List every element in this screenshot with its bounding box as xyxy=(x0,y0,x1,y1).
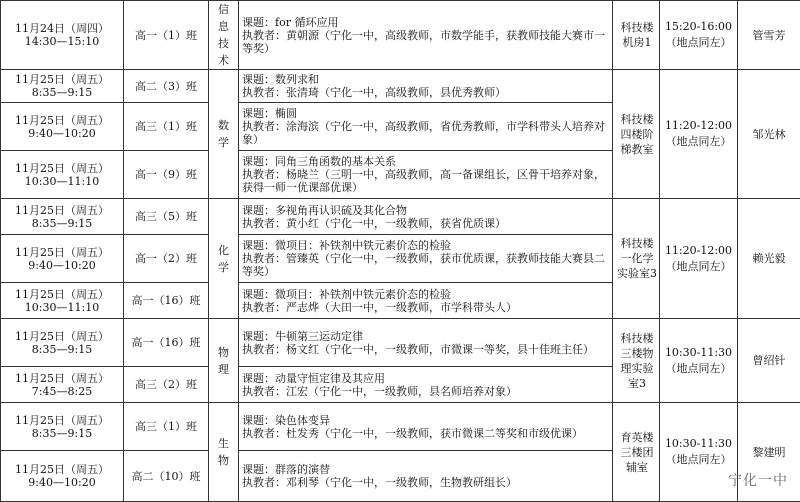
review-time-cell: 10:30-11:30 （地点同左） xyxy=(660,319,738,403)
class-cell: 高二（10）班 xyxy=(124,451,209,502)
lead-teacher-cell: 赖光毅 xyxy=(738,199,800,319)
venue-cell: 科技楼四楼阶梯教室 xyxy=(613,70,660,199)
venue-cell: 育英楼三楼团辅室 xyxy=(613,403,660,502)
table-row xyxy=(1,70,800,103)
date-cell: 11月25日（周五） 8:35—9:15 xyxy=(1,403,124,451)
lead-teacher-cell: 管雪芳 xyxy=(738,1,800,70)
subject-cell: 生物 xyxy=(209,403,239,502)
date-cell: 11月25日（周五） 8:35—9:15 xyxy=(1,70,124,103)
table-row xyxy=(1,1,800,70)
date-cell: 11月25日（周五） 10:30—11:10 xyxy=(1,283,124,319)
table-row xyxy=(1,319,800,367)
course-cell: 课题：for 循环应用 执教者：黄朝源（宁化一中，高级教师，市数学能手，获教师技能大赛市一等奖） xyxy=(239,1,613,70)
class-cell: 高二（3）班 xyxy=(124,70,209,103)
review-time-cell: 11:20-12:00 （地点同左） xyxy=(660,70,738,199)
date-cell: 11月25日（周五） 7:45—8:25 xyxy=(1,367,124,403)
date-cell: 11月25日（周五） 8:35—9:15 xyxy=(1,199,124,235)
course-cell: 课题：数列求和 执教者：张清琦（宁化一中，高级教师，县优秀教师） xyxy=(239,70,613,103)
class-cell: 高三（5）班 xyxy=(124,199,209,235)
course-cell: 课题：微项目：补铁剂中铁元素价态的检验 执教者：管臻英（宁化一中，一级教师，获市优质课，获教师技能大赛县二等奖） xyxy=(239,235,613,283)
course-cell: 课题：群落的演替 执教者：邓利琴（宁化一中，一级教师，生物教研组长） xyxy=(239,451,613,502)
lead-teacher-cell: 曾绍针 xyxy=(738,319,800,403)
lead-teacher-cell: 邹光林 xyxy=(738,70,800,199)
class-cell: 高三（1）班 xyxy=(124,103,209,151)
table-row xyxy=(1,199,800,235)
watermark: 宁化一中 xyxy=(728,470,788,490)
date-cell: 11月25日（周五） 9:40—10:20 xyxy=(1,103,124,151)
class-cell: 高一（2）班 xyxy=(124,235,209,283)
review-time-cell: 11:20-12:00 （地点同左） xyxy=(660,199,738,319)
venue-cell: 科技楼三楼物理实验室3 xyxy=(613,319,660,403)
class-cell: 高三（1）班 xyxy=(124,403,209,451)
class-cell: 高一（9）班 xyxy=(124,151,209,199)
course-cell: 课题：动量守恒定律及其应用 执教者：江宏（宁化一中，一级教师，县名师培养对象） xyxy=(239,367,613,403)
venue-cell: 科技楼机房1 xyxy=(613,1,660,70)
class-cell: 高一（16）班 xyxy=(124,319,209,367)
review-time-cell: 15:20-16:00 （地点同左） xyxy=(660,1,738,70)
date-cell: 11月25日（周五） 9:40—10:20 xyxy=(1,235,124,283)
lead-teacher-cell: 黎建明 xyxy=(738,403,800,502)
course-cell: 课题：椭圆 执教者：涂海滨（宁化一中，高级教师，省优秀教师，市学科带头人培养对象） xyxy=(239,103,613,151)
class-cell: 高一（16）班 xyxy=(124,283,209,319)
subject-cell: 化学 xyxy=(209,199,239,319)
course-cell: 课题：多视角再认识硫及其化合物 执教者：黄小红（宁化一中，一级教师，获省优质课） xyxy=(239,199,613,235)
date-cell: 11月25日（周五） 8:35—9:15 xyxy=(1,319,124,367)
course-cell: 课题：微项目：补铁剂中铁元素价态的检验 执教者：严志烨（大田一中，一级教师，市学科带头人） xyxy=(239,283,613,319)
class-cell: 高一（1）班 xyxy=(124,1,209,70)
date-cell: 11月25日（周五） 10:30—11:10 xyxy=(1,151,124,199)
date-cell: 11月25日（周五） 9:40—10:20 xyxy=(1,451,124,502)
table-row xyxy=(1,403,800,451)
subject-cell: 信息技术 xyxy=(209,1,239,70)
review-time-cell: 10:30-11:30 （地点同左） xyxy=(660,403,738,502)
subject-cell: 数学 xyxy=(209,70,239,199)
venue-cell: 科技楼一化学实验室3 xyxy=(613,199,660,319)
course-cell: 课题：染色体变异 执教者：杜发秀（宁化一中，一级教师，获市微课二等奖和市级优课） xyxy=(239,403,613,451)
course-cell: 课题：同角三角函数的基本关系 执教者：杨晓兰（三明一中，高级教师，高一备课组长，区骨干培养对象，获得一师一优课部优课） xyxy=(239,151,613,199)
class-cell: 高三（2）班 xyxy=(124,367,209,403)
course-cell: 课题：牛顿第三运动定律 执教者：杨文红（宁化一中，一级教师，市微课一等奖，县十佳班主任） xyxy=(239,319,613,367)
subject-cell: 物理 xyxy=(209,319,239,403)
date-cell: 11月24日（周四） 14:30—15:10 xyxy=(1,1,124,70)
